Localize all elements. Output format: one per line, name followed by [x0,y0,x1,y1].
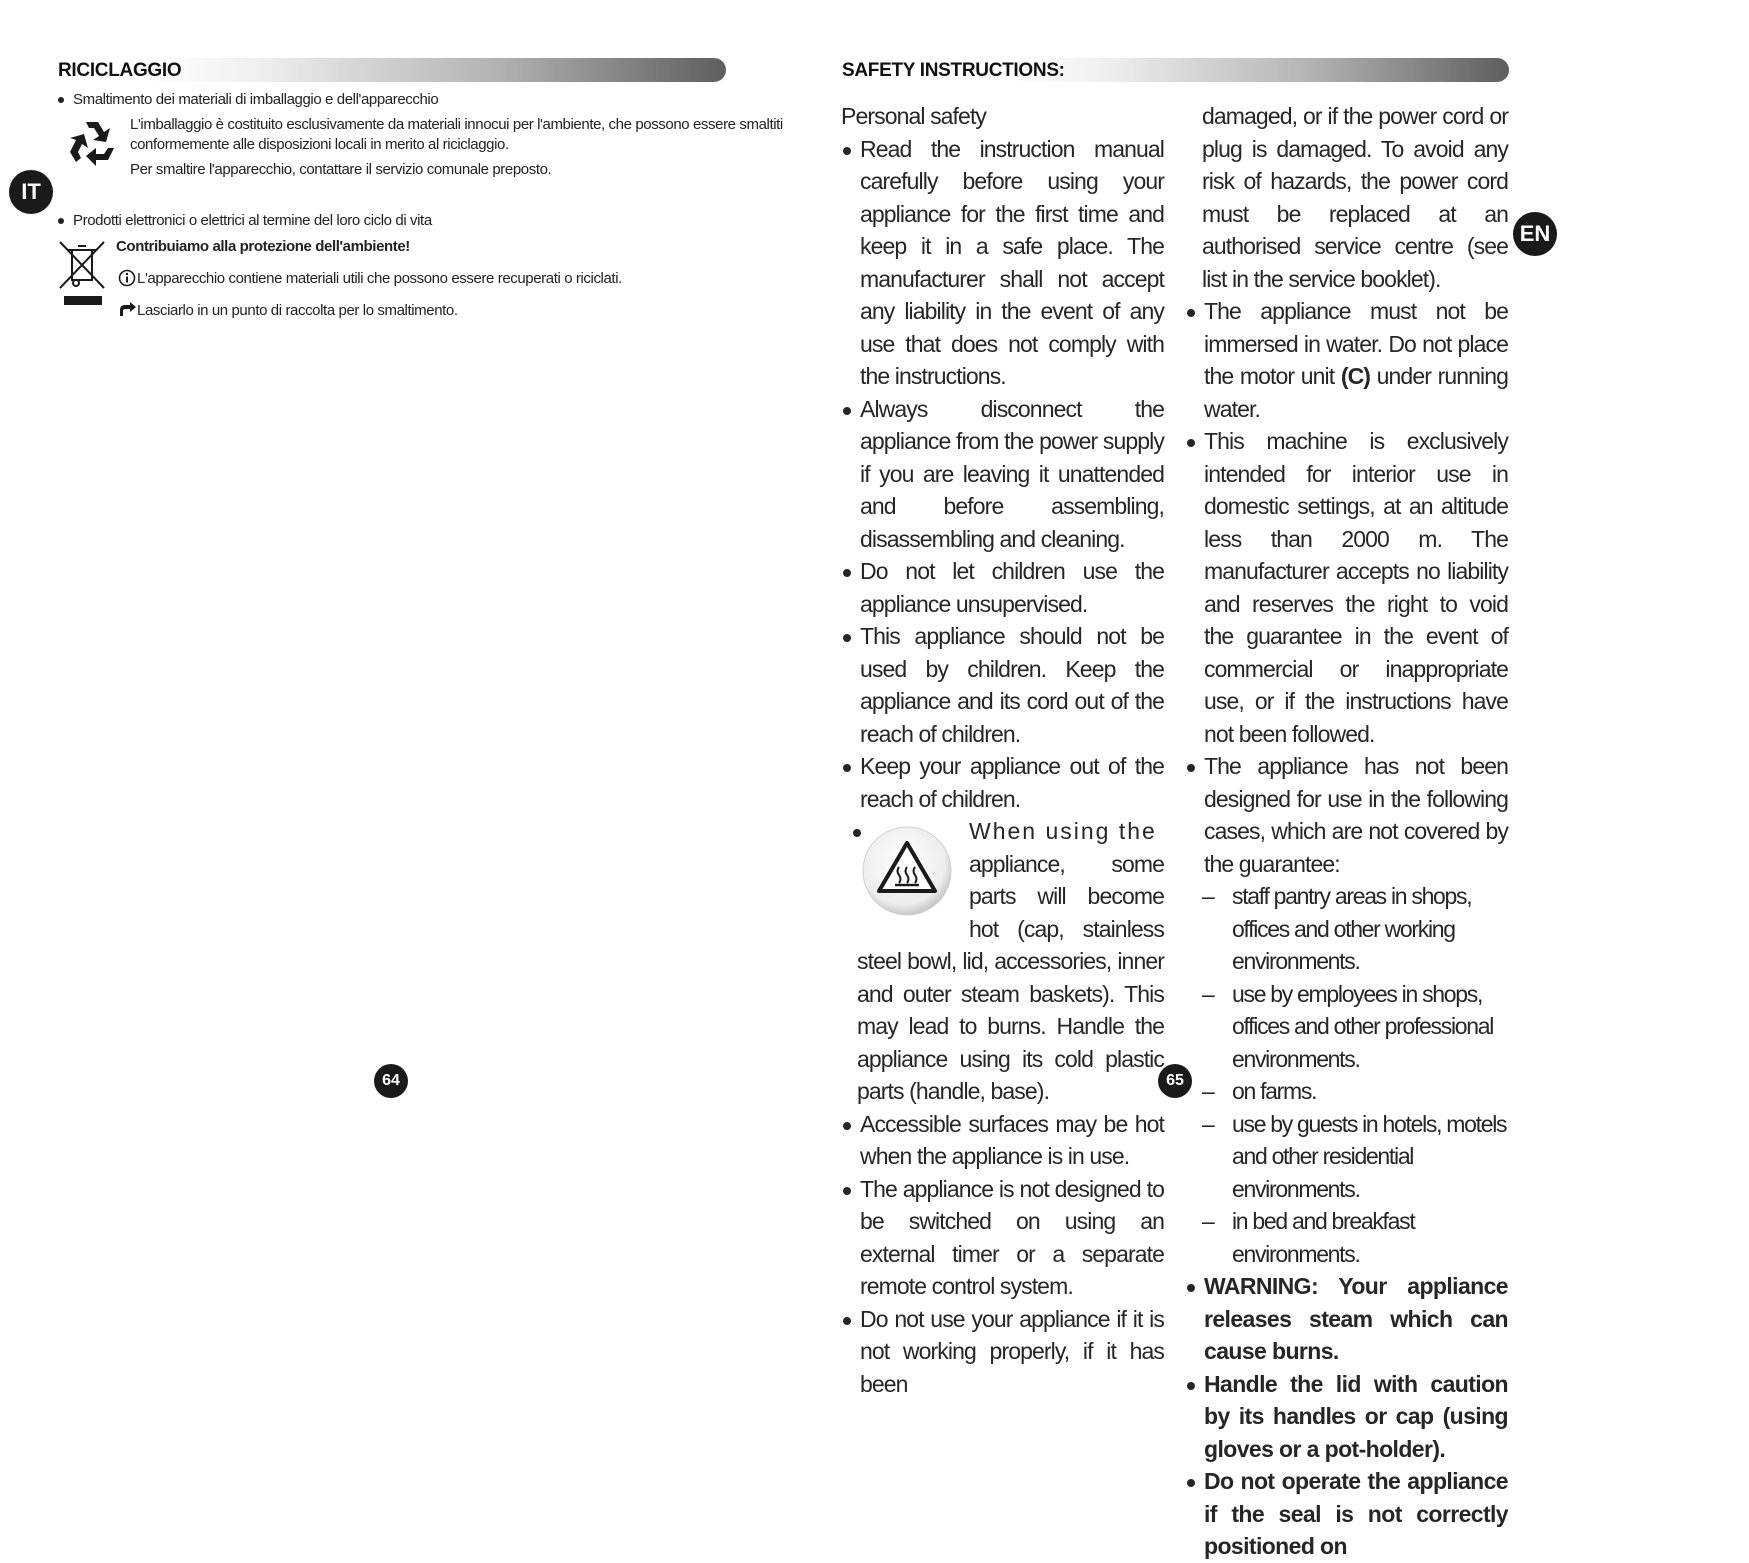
safety-item: Read the instruction manual carefully before using your appliance for the first time and keep it in a safe place. The manufacturer shall not accept any liability in the event of any use that does not comply with the instructions. [841,133,1164,393]
text-span: The appliance must not be immersed in water. Do not place the motor unit [1204,298,1508,389]
exclusion-item: – use by guests in hotels, motels and other residential environments. [1202,1108,1508,1206]
page-number-right: 65 [1158,1064,1192,1098]
packaging-text-line1: L'imballaggio è costituito esclusivamente da materiali innocui per l'ambiente, che possono essere smaltiti [130,116,783,133]
bullet-electronics-end-of-life [58,210,432,232]
environment-bold-line: Contribuiamo alla protezione dell'ambiente! [116,238,410,255]
recycle-icon [66,118,118,170]
warning-item: WARNING: Your appliance releases steam which can cause burns. [1185,1270,1508,1368]
page-number-left: 64 [374,1064,408,1098]
safety-item: Do not use your appliance if it is not working properly, if it has been [841,1303,1164,1401]
bullet-dot [58,97,64,103]
safety-item: The appliance has not been designed for use in the following cases, which are not covered by the guarantee: [1185,750,1508,880]
safety-item: Do not let children use the appliance unsupervised. [841,555,1164,620]
warning-item: Handle the lid with caution by its handles or cap (using gloves or a pot-holder). [1185,1368,1508,1466]
warning-item: Do not operate the appliance if the seal is not correctly positioned on [1185,1465,1508,1563]
info-icon [118,269,136,287]
safety-item: This machine is exclusively intended for interior use in domestic settings, at an altitude less than 2000 m. The manufacturer accepts no liability and reserves the right to void the guarantee in the event of commercial or inappropriate use, or if the instructions have not been followed. [1185,425,1508,750]
exclusion-item: – in bed and breakfast environments. [1202,1205,1508,1270]
hot-surface-block [841,815,1164,1108]
bullet-dot [58,218,64,224]
exclusion-item: – staff pantry areas in shops, offices and other working environments. [1202,880,1508,978]
packaging-text-line2: conformemente alle disposizioni locali in merito al riciclaggio. [130,136,509,153]
safety-column-1 [841,100,1164,1400]
safety-item: Always disconnect the appliance from the power supply if you are leaving it unattended and before assembling, disassembling and cleaning. [841,393,1164,556]
continued-text: damaged, or if the power cord or plug is damaged. To avoid any risk of hazards, the power cord must be replaced at an authorised service centre (see list in the service booklet). [1202,103,1508,292]
text-span: under running water. [1204,363,1508,422]
safety-item: Keep your appliance out of the reach of children. [841,750,1164,815]
packaging-text-line3: Per smaltire l'apparecchio, contattare il servizio comunale preposto. [130,161,552,178]
motor-unit-label: (C) [1340,363,1371,389]
safety-item: This appliance should not be used by children. Keep the appliance and its cord out of the reach of children. [841,620,1164,750]
safety-column-2 [1185,100,1508,1563]
safety-item: The appliance is not designed to be switched on using an external timer or a separate remote control system. [841,1173,1164,1303]
page-left [0,0,874,1241]
section-header-bar [150,58,726,82]
bullet-packaging-disposal [58,89,438,111]
arrow-icon [118,302,136,318]
section-header-bar [1014,58,1509,82]
info-line: L'apparecchio contiene materiali utili che possono essere recuperati o riciclati. [137,270,622,287]
language-tab-it: IT [9,170,53,214]
safety-item [1185,295,1508,425]
arrow-line: Lasciarlo in un punto di raccolta per lo smaltimento. [137,302,458,319]
exclusion-list [1185,880,1508,1270]
section-title: RICICLAGGIO [58,60,182,81]
hot-surface-text-b: appliance, some parts will become hot (cap, stainless steel bowl, lid, accessories, inner and outer steam baskets). This may lead to burns. Handle the appliance using its cold plastic parts (handle, base). [857,850,1164,1104]
hot-surface-text-a: When using the [851,815,1164,848]
section-title: SAFETY INSTRUCTIONS: [842,60,1065,81]
bullet-text: Smaltimento dei materiali di imballaggio e dell'apparecchio [73,91,439,108]
language-tab-en: EN [1513,212,1557,256]
subheading-personal-safety: Personal safety [841,103,987,129]
crossed-bin-icon [58,240,106,310]
safety-item: Accessible surfaces may be hot when the appliance is in use. [841,1108,1164,1173]
exclusion-item: – on farms. [1202,1075,1508,1108]
bullet-text: Prodotti elettronici o elettrici al termine del loro ciclo di vita [73,212,432,229]
exclusion-item: – use by employees in shops, offices and other professional environments. [1202,978,1508,1076]
